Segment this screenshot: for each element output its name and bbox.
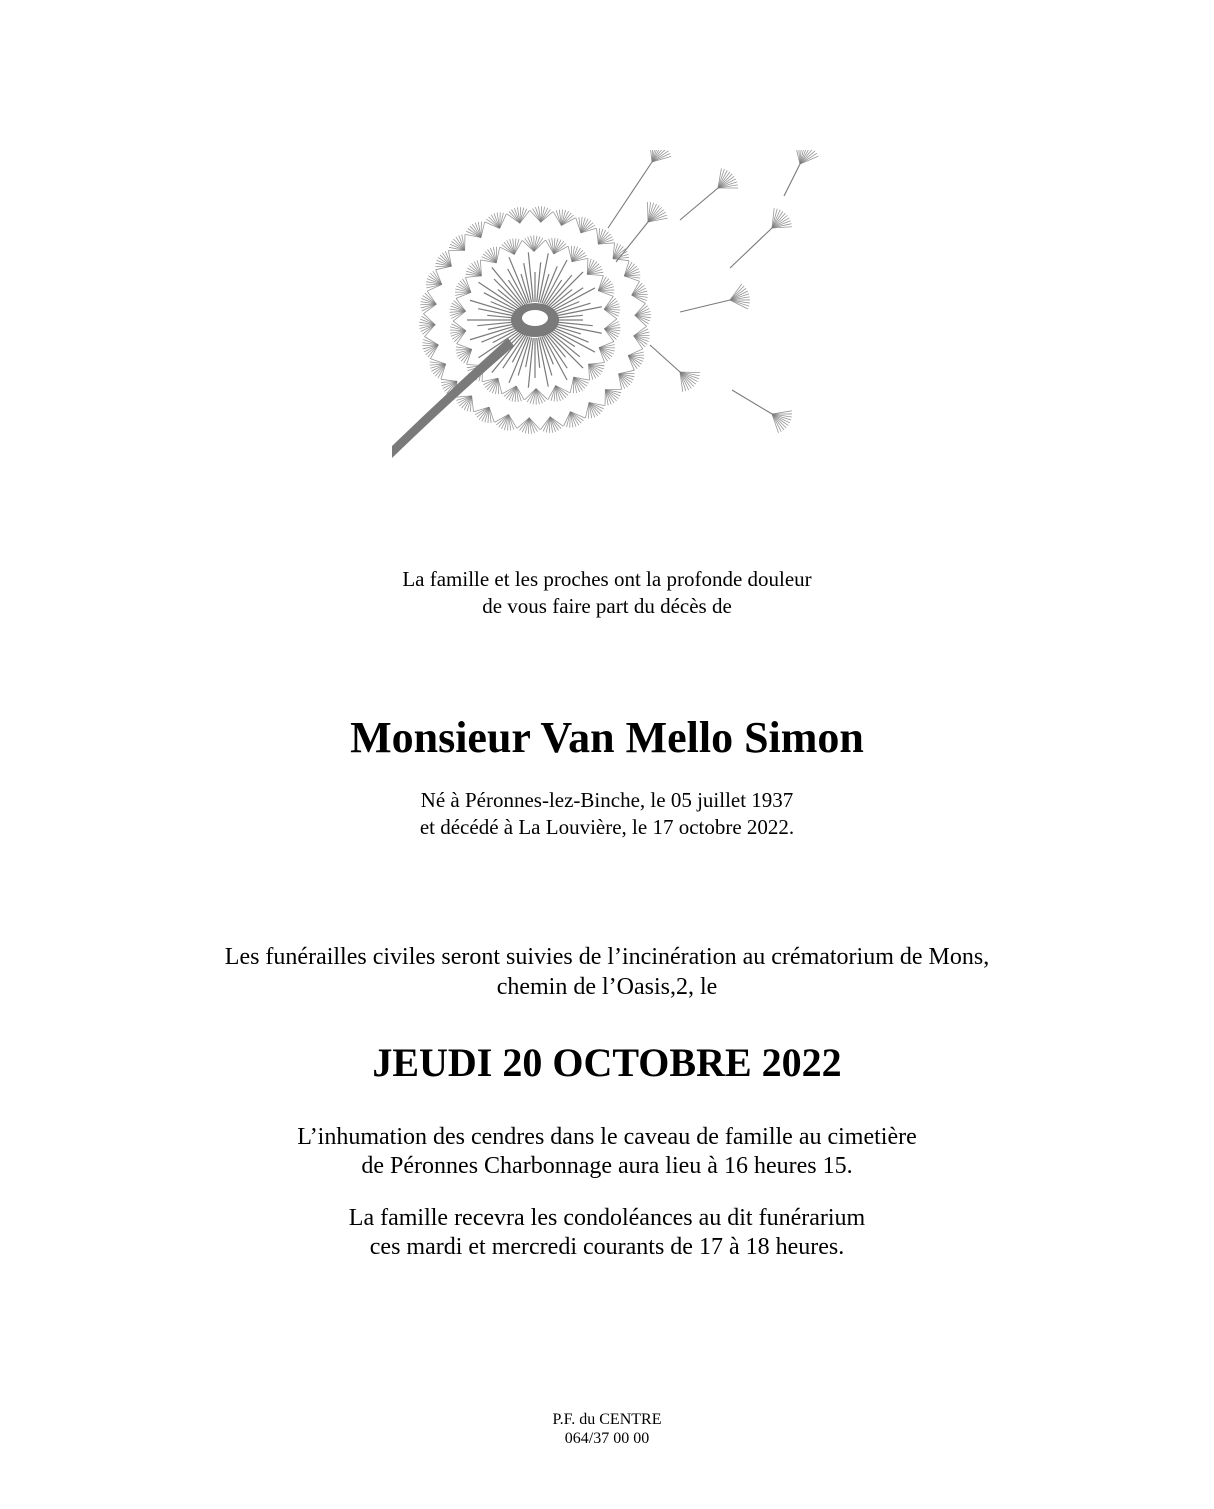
dandelion-icon xyxy=(380,150,820,470)
condolences-line-1: La famille recevra les condoléances au dit funérarium xyxy=(348,1205,866,1231)
birth-line: Né à Péronnes-lez-Binche, le 05 juillet 1937 xyxy=(420,788,794,812)
funeral-date: JEUDI 20 OCTOBRE 2022 xyxy=(372,1040,842,1085)
funeral-home-name: P.F. du CENTRE xyxy=(552,1411,662,1428)
inhumation-text xyxy=(0,1123,1214,1181)
death-line: et décédé à La Louvière, le 17 octobre 2022. xyxy=(419,815,795,839)
life-dates xyxy=(0,787,1214,841)
funeral-line-1: Les funérailles civiles seront suivies de l’incinération au crématorium de Mons, xyxy=(224,944,990,970)
inhumation-line-2: de Péronnes Charbonnage aura lieu à 16 heures 15. xyxy=(361,1153,853,1179)
funeral-home xyxy=(0,1410,1214,1448)
funeral-home-phone: 064/37 00 00 xyxy=(564,1430,650,1447)
intro-line-1: La famille et les proches ont la profonde douleur xyxy=(402,567,812,591)
condolences-text xyxy=(0,1204,1214,1262)
condolences-line-2: ces mardi et mercredi courants de 17 à 18 heures. xyxy=(369,1234,845,1260)
funeral-line-2: chemin de l’Oasis,2, le xyxy=(496,974,718,1000)
intro-text xyxy=(0,566,1214,620)
intro-line-2: de vous faire part du décès de xyxy=(482,594,732,618)
deceased-name: Monsieur Van Mello Simon xyxy=(350,713,864,762)
funeral-text xyxy=(0,942,1214,1002)
inhumation-line-1: L’inhumation des cendres dans le caveau de famille au cimetière xyxy=(297,1124,917,1150)
